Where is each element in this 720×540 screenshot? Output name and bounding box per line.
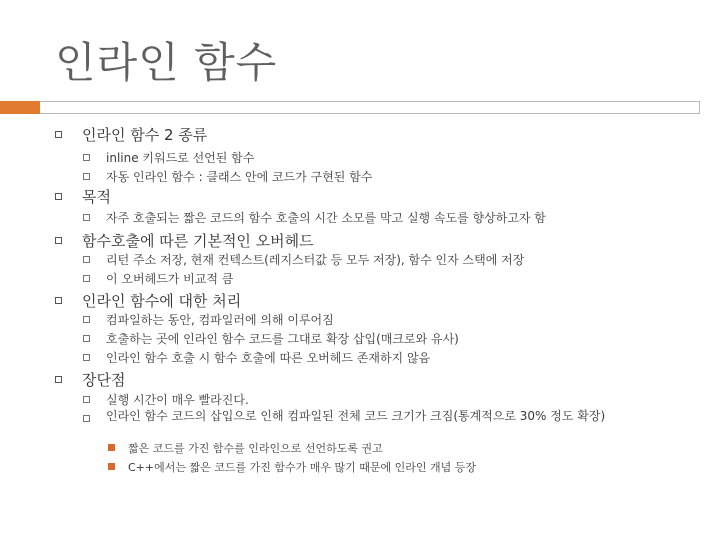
sub-list-item: C++에서는 짧은 코드를 가진 함수가 매우 많기 때문에 인라인 개념 등장 xyxy=(128,461,476,474)
bullet-square-icon xyxy=(83,316,90,323)
bullet-square-icon xyxy=(83,275,90,282)
list-item: 자동 인라인 함수 : 클래스 안에 코드가 구현된 함수 xyxy=(106,170,373,184)
bullet-square-icon xyxy=(83,415,90,422)
bullet-square-icon xyxy=(55,376,62,383)
section-heading: 인라인 함수에 대한 처리 xyxy=(82,292,242,310)
list-item: 인라인 함수 코드의 삽입으로 인해 컴파일된 전체 코드 크기가 크짐(통계적으로 30% 정도 확장) xyxy=(106,409,606,423)
list-item: 자주 호출되는 짧은 코드의 함수 호출의 시간 소모를 막고 실행 속도를 향상하고자 함 xyxy=(106,211,546,225)
bullet-square-icon xyxy=(83,396,90,403)
list-item: 인라인 함수 호출 시 함수 호출에 따른 오버헤드 존재하지 않음 xyxy=(106,351,431,365)
bullet-square-icon xyxy=(83,354,90,361)
slide-title: 인라인 함수 xyxy=(55,38,278,87)
bullet-square-icon xyxy=(55,237,62,244)
section-heading: 인라인 함수 2 종류 xyxy=(82,126,208,144)
section-heading: 목적 xyxy=(82,188,111,206)
bullet-square-icon xyxy=(55,131,62,138)
section-heading: 함수호출에 따른 기본적인 오버헤드 xyxy=(82,232,314,250)
bullet-square-icon xyxy=(83,154,90,161)
bullet-square-icon xyxy=(83,214,90,221)
list-item: 리턴 주소 저장, 현재 컨텍스트(레지스터값 등 모두 저장), 함수 인자 스택에 저장 xyxy=(106,253,525,267)
list-item: 컴파일하는 동안, 컴파일러에 의해 이루어짐 xyxy=(106,313,334,327)
list-item: 실행 시간이 매우 빨라진다. xyxy=(106,393,249,407)
bullet-square-icon xyxy=(83,173,90,180)
section-heading: 장단점 xyxy=(82,371,126,389)
bullet-square-icon xyxy=(83,335,90,342)
list-item: 이 오버헤드가 비교적 큼 xyxy=(106,272,234,286)
list-item: inline 키워드로 선언된 함수 xyxy=(106,151,255,165)
sub-list-item: 짧은 코드를 가진 함수를 인라인으로 선언하도록 권고 xyxy=(128,442,383,455)
list-item: 호출하는 곳에 인라인 함수 코드를 그대로 확장 삽입(매크로와 유사) xyxy=(106,332,459,346)
bullet-filled-square-icon xyxy=(108,463,115,470)
bullet-square-icon xyxy=(83,256,90,263)
bullet-filled-square-icon xyxy=(108,444,115,451)
bullet-square-icon xyxy=(55,297,62,304)
bullet-square-icon xyxy=(55,193,62,200)
